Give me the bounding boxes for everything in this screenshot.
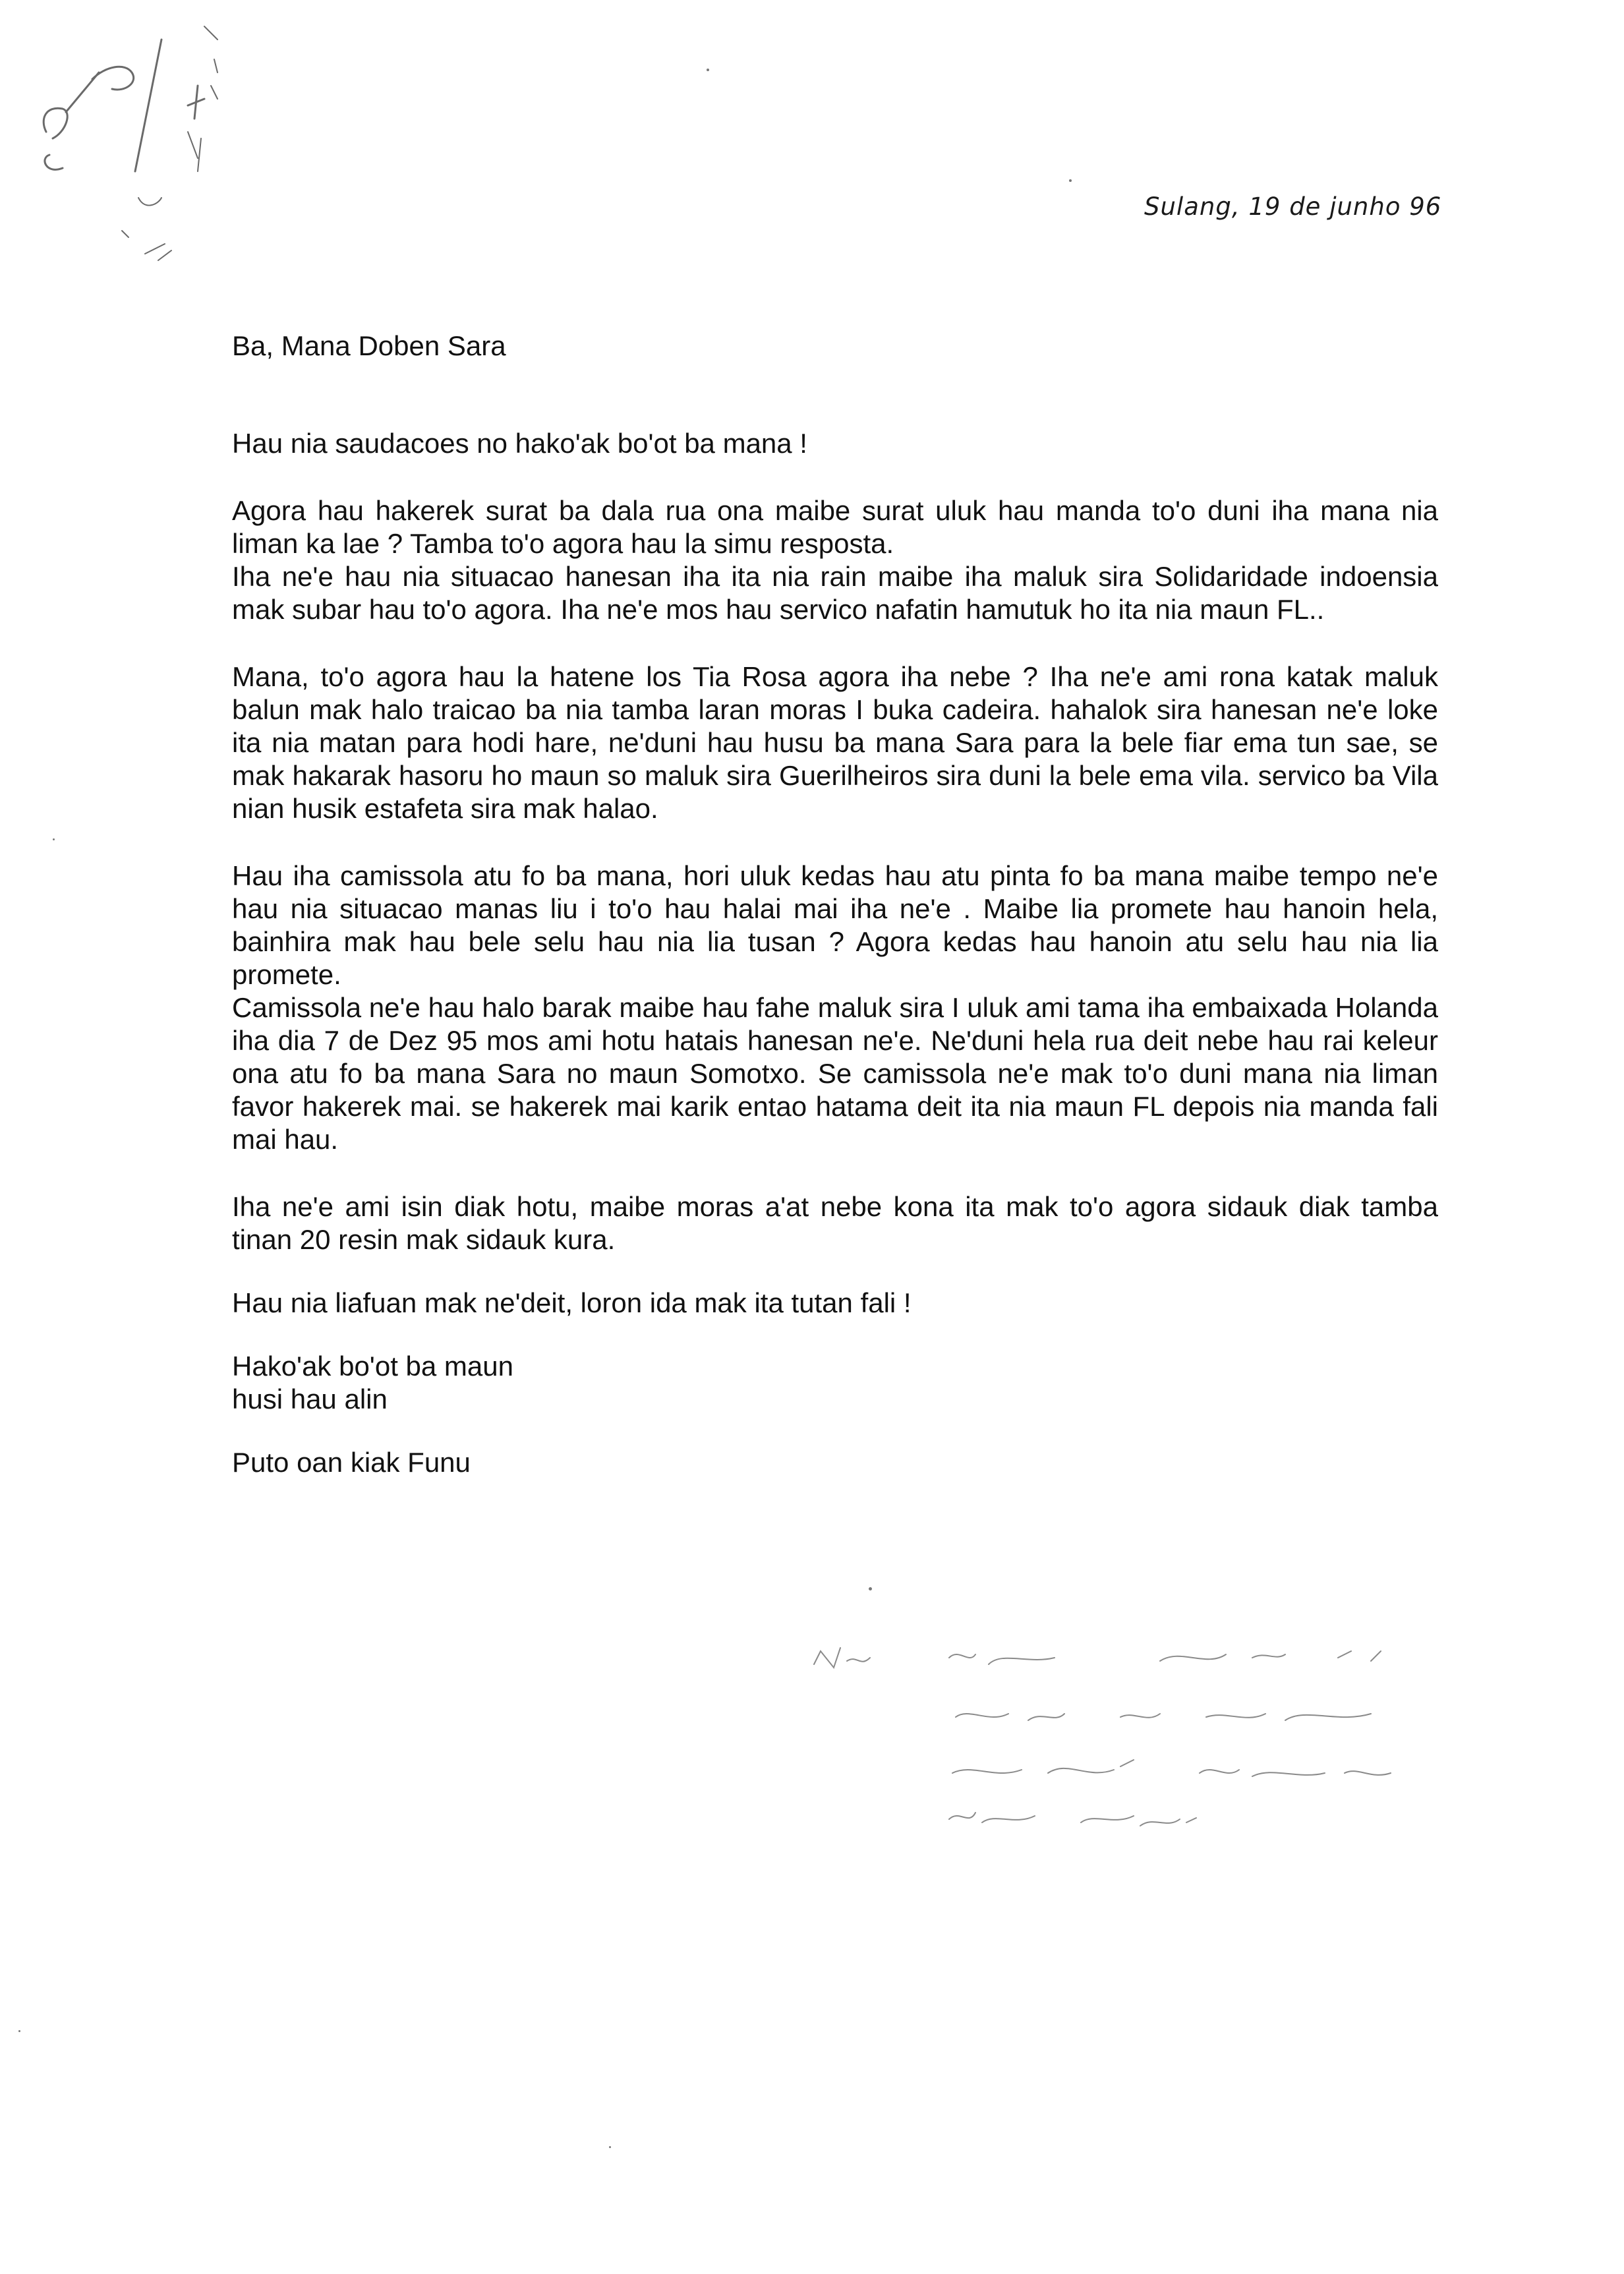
letter-closing-line-2: husi hau alin bbox=[232, 1384, 388, 1414]
letter-paragraph-7: Iha ne'e ami isin diak hotu, maibe moras a'at nebe kona ita mak to'o agora sidauk diak tamba tinan 20 resin mak sidauk kura. bbox=[232, 1191, 1438, 1255]
handwritten-note-line-1b bbox=[949, 1654, 1055, 1664]
letter-date: Sulang, 19 de junho 96 bbox=[1144, 192, 1442, 221]
letter-paragraph-5: Hau iha camissola atu fo ba mana, hori uluk kedas hau atu pinta fo ba mana maibe tempo ne'e hau nia situacao manas liu i to'o hau halai mai iha ne'e . Maibe lia promete hau hanoin hela, bainhira mak hau bele selu hau nia lia tusan ? Agora kedas hau hanoin atu selu hau nia lia promete. bbox=[232, 860, 1438, 990]
handwritten-note-line-4 bbox=[949, 1813, 1196, 1826]
scan-speck bbox=[1069, 179, 1072, 182]
handwritten-top-left-mark-6 bbox=[188, 86, 204, 119]
scan-speck bbox=[869, 1587, 872, 1590]
letter-body bbox=[232, 330, 1438, 1479]
handwritten-top-left-mark-7 bbox=[204, 26, 218, 99]
handwritten-top-left-mark-8 bbox=[188, 132, 201, 171]
letter-closing-line-1: Hako'ak bo'ot ba maun bbox=[232, 1351, 513, 1382]
handwritten-note-line-3 bbox=[952, 1760, 1391, 1776]
letter-paragraph-6: Camissola ne'e hau halo barak maibe hau fahe maluk sira I uluk ami tama iha embaixada Holanda iha dia 7 de Dez 95 mos ami hotu hatais hanesan ne'e. Ne'duni hela rua deit nebe hau rai keleur ona atu fo ba mana Sara no maun Somotxo. Se camissola ne'e mak to'o duni mana nia liman favor hakerek mai. se hakerek mai karik entao hatama deit ita nia maun FL depois nia manda fali mai hau. bbox=[232, 992, 1438, 1155]
letter-salutation: Ba, Mana Doben Sara bbox=[232, 330, 506, 361]
scan-speck bbox=[609, 2146, 611, 2148]
letter-signature: Puto oan kiak Funu bbox=[232, 1447, 471, 1478]
scan-speck bbox=[707, 69, 709, 71]
handwritten-top-left-mark-5 bbox=[135, 40, 161, 171]
handwritten-top-left-mark-1 bbox=[44, 108, 67, 138]
letter-paragraph-greeting: Hau nia saudacoes no hako'ak bo'ot ba mana ! bbox=[232, 428, 807, 459]
handwritten-top-left-mark-4 bbox=[92, 67, 134, 90]
handwritten-note-line-1c bbox=[1160, 1651, 1381, 1661]
handwritten-top-left-mark-11 bbox=[122, 231, 129, 237]
scan-speck bbox=[53, 838, 55, 840]
letter-paragraph-4: Mana, to'o agora hau la hatene los Tia Rosa agora iha nebe ? Iha ne'e ami rona katak maluk balun mak halo traicao ba nia tamba laran moras I buka cadeira. hahalok sira hanesan ne'e loke ita nia matan para hodi hare, ne'duni hau husu ba mana Sara para la bele fiar ema tun sae, se mak hakarak hasoru ho maun so maluk sira Guerilheiros sira duni la bele ema vila. servico ba Vila nian husik estafeta sira mak halao. bbox=[232, 661, 1438, 824]
handwritten-top-left-mark-9 bbox=[138, 198, 161, 206]
letter-paragraph-2: Agora hau hakerek surat ba dala rua ona maibe surat uluk hau manda to'o duni iha mana nia liman ka lae ? Tamba to'o agora hau la simu resposta. bbox=[232, 495, 1438, 559]
handwritten-top-left-mark-2 bbox=[45, 155, 63, 169]
scan-speck bbox=[18, 2030, 20, 2032]
handwritten-note-line-1 bbox=[814, 1648, 870, 1668]
handwritten-note-line-2 bbox=[956, 1714, 1371, 1720]
letter-paragraph-3: Iha ne'e hau nia situacao hanesan iha ita nia rain maibe iha maluk sira Solidaridade indoensia mak subar hau to'o agora. Iha ne'e mos hau servico nafatin hamutuk ho ita nia maun FL.. bbox=[232, 561, 1438, 625]
handwritten-top-left-mark-10 bbox=[145, 244, 171, 260]
letter-paragraph-8: Hau nia liafuan mak ne'deit, loron ida mak ita tutan fali ! bbox=[232, 1287, 912, 1318]
